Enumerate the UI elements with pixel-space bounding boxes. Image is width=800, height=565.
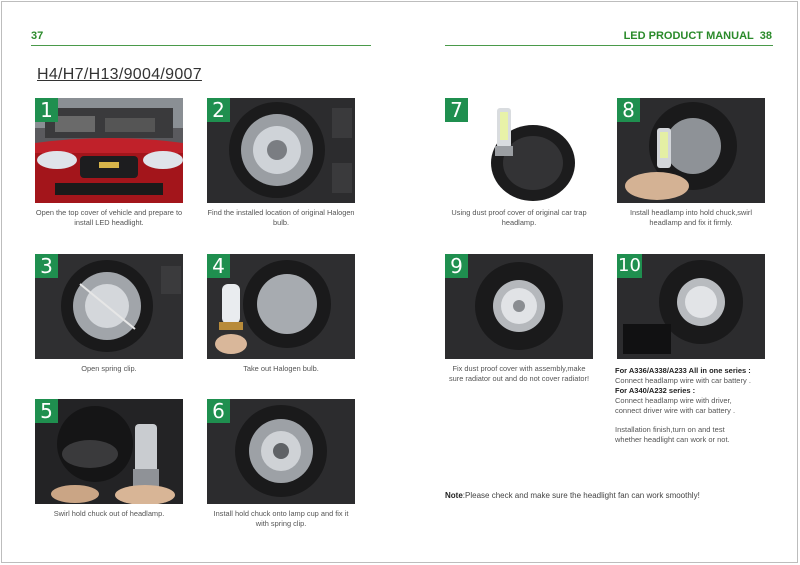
step-7-badge: 7 <box>445 98 468 122</box>
step-10-badge: 10 <box>618 255 641 276</box>
step-4-caption: Take out Halogen bulb. <box>243 364 319 373</box>
step-4 <box>207 254 355 374</box>
bottom-note <box>445 491 700 500</box>
series2-title: For A340/A232 series : <box>615 386 696 395</box>
note-label: Note <box>445 491 463 500</box>
step-6-photo <box>207 399 355 504</box>
step-1-caption: Open the top cover of vehicle and prepare to install LED headlight. <box>35 208 183 227</box>
finish-text2: whether headlight can work or not. <box>615 435 730 444</box>
wiring-notes <box>615 366 790 445</box>
right-header-rule <box>445 45 773 46</box>
step-4-badge: 4 <box>207 254 230 278</box>
step-9-caption: Fix dust proof cover with assembly,make sure radiator out and do not cover radiator! <box>448 364 590 383</box>
step-3-caption: Open spring clip. <box>81 364 137 373</box>
step-3-badge: 3 <box>35 254 58 278</box>
step-3 <box>35 254 183 374</box>
series1-text: Connect headlamp wire with car battery . <box>615 376 751 385</box>
step-1-photo <box>35 98 183 203</box>
step-8-photo <box>617 98 765 203</box>
finish-text1: Installation finish,turn on and test <box>615 425 725 434</box>
right-page-number: 38 <box>759 30 772 42</box>
step-2-photo <box>207 98 355 203</box>
step-2 <box>207 98 355 228</box>
step-8-caption: Install headlamp into hold chuck,swirl headlamp and fix it firmly. <box>629 208 752 227</box>
note-text: :Please check and make sure the headlight fan can work smoothly! <box>462 491 700 500</box>
series2-text2: connect driver wire with car battery . <box>615 406 736 415</box>
step-4-photo <box>207 254 355 359</box>
step-6-badge: 6 <box>207 399 230 423</box>
step-1-badge: 1 <box>35 98 58 122</box>
step-2-caption: Find the installed location of original Halogen bulb. <box>207 208 355 227</box>
series1-title: For A336/A338/A233 All in one series : <box>615 366 751 375</box>
step-6-caption: Install hold chuck onto lamp cup and fix it with spring clip. <box>213 509 349 528</box>
step-7 <box>445 98 593 228</box>
step-8-badge: 8 <box>617 98 640 122</box>
left-header-rule <box>31 45 371 46</box>
left-page-number: 37 <box>31 30 44 42</box>
step-5-photo <box>35 399 183 504</box>
step-8 <box>617 98 765 228</box>
step-10-photo <box>617 254 765 359</box>
manual-title: LED PRODUCT MANUAL <box>623 30 754 42</box>
step-2-badge: 2 <box>207 98 230 122</box>
step-1 <box>35 98 183 228</box>
step-3-photo <box>35 254 183 359</box>
step-5-caption: Swirl hold chuck out of headlamp. <box>53 509 165 518</box>
step-6 <box>207 399 355 529</box>
step-7-photo <box>445 98 593 203</box>
step-5-badge: 5 <box>35 399 58 423</box>
right-header <box>624 30 772 42</box>
series2-text1: Connect headlamp wire with driver, <box>615 396 732 405</box>
section-title: H4/H7/H13/9004/9007 <box>37 66 202 83</box>
step-5 <box>35 399 183 519</box>
step-10 <box>617 254 765 359</box>
step-7-caption: Using dust proof cover of original car trap headlamp. <box>451 208 587 227</box>
step-9-photo <box>445 254 593 359</box>
step-9-badge: 9 <box>445 254 468 278</box>
step-9 <box>445 254 593 384</box>
